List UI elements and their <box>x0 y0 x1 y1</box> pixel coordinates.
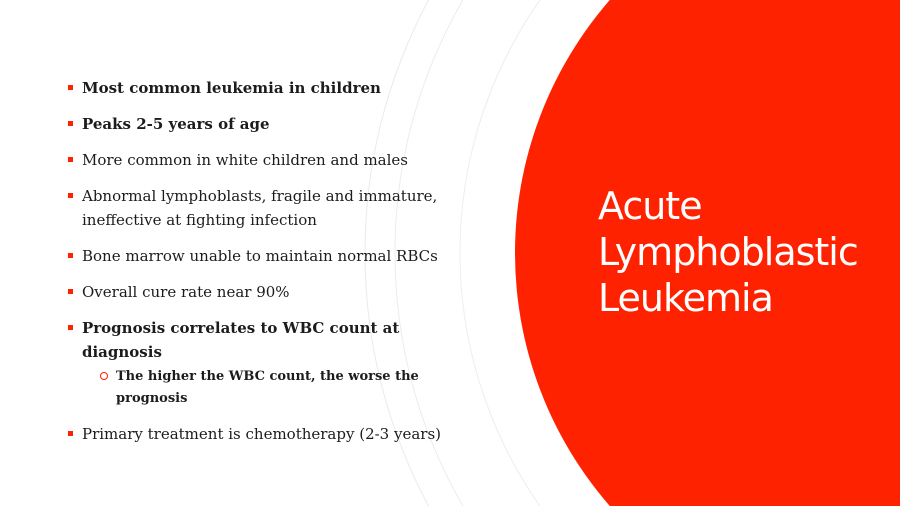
bullet-marker-icon <box>68 193 73 198</box>
bullet-marker-icon <box>68 253 73 258</box>
hollow-circle-bullet-icon <box>100 372 108 380</box>
bullet-text: Abnormal lymphoblasts, fragile and immature, ineffective at fighting infection <box>82 187 438 229</box>
bullet-marker-icon <box>68 325 73 330</box>
bullet-text: More common in white children and males <box>82 151 408 169</box>
sub-bullet-item <box>82 366 468 410</box>
bullet-text: Most common leukemia in children <box>82 79 381 97</box>
bullet-marker-icon <box>68 431 73 436</box>
bullet-text: Peaks 2-5 years of age <box>82 115 270 133</box>
title-line: Lymphoblastic <box>598 230 858 274</box>
bullet-text: Bone marrow unable to maintain normal RBCs <box>82 247 438 265</box>
title-line: Leukemia <box>598 276 773 320</box>
bullet-marker-icon <box>68 121 73 126</box>
bullet-item <box>68 422 468 446</box>
title-line: Acute <box>598 184 702 228</box>
bullet-item <box>68 76 468 100</box>
bullet-list <box>68 76 468 458</box>
bullet-item <box>68 148 468 172</box>
sub-bullet-text: The higher the WBC count, the worse the prognosis <box>116 369 419 406</box>
bullet-item <box>68 244 468 268</box>
bullet-item <box>68 184 468 232</box>
bullet-item <box>68 280 468 304</box>
bullet-marker-icon <box>68 85 73 90</box>
bullet-item <box>68 316 468 410</box>
slide-title <box>598 183 858 321</box>
bullet-text: Primary treatment is chemotherapy (2-3 years) <box>82 425 442 443</box>
bullet-item <box>68 112 468 136</box>
bullet-text: Prognosis correlates to WBC count at diagnosis <box>82 319 400 361</box>
bullet-marker-icon <box>68 157 73 162</box>
bullet-text: Overall cure rate near 90% <box>82 283 290 301</box>
sub-bullet-list <box>82 366 468 410</box>
bullet-marker-icon <box>68 289 73 294</box>
